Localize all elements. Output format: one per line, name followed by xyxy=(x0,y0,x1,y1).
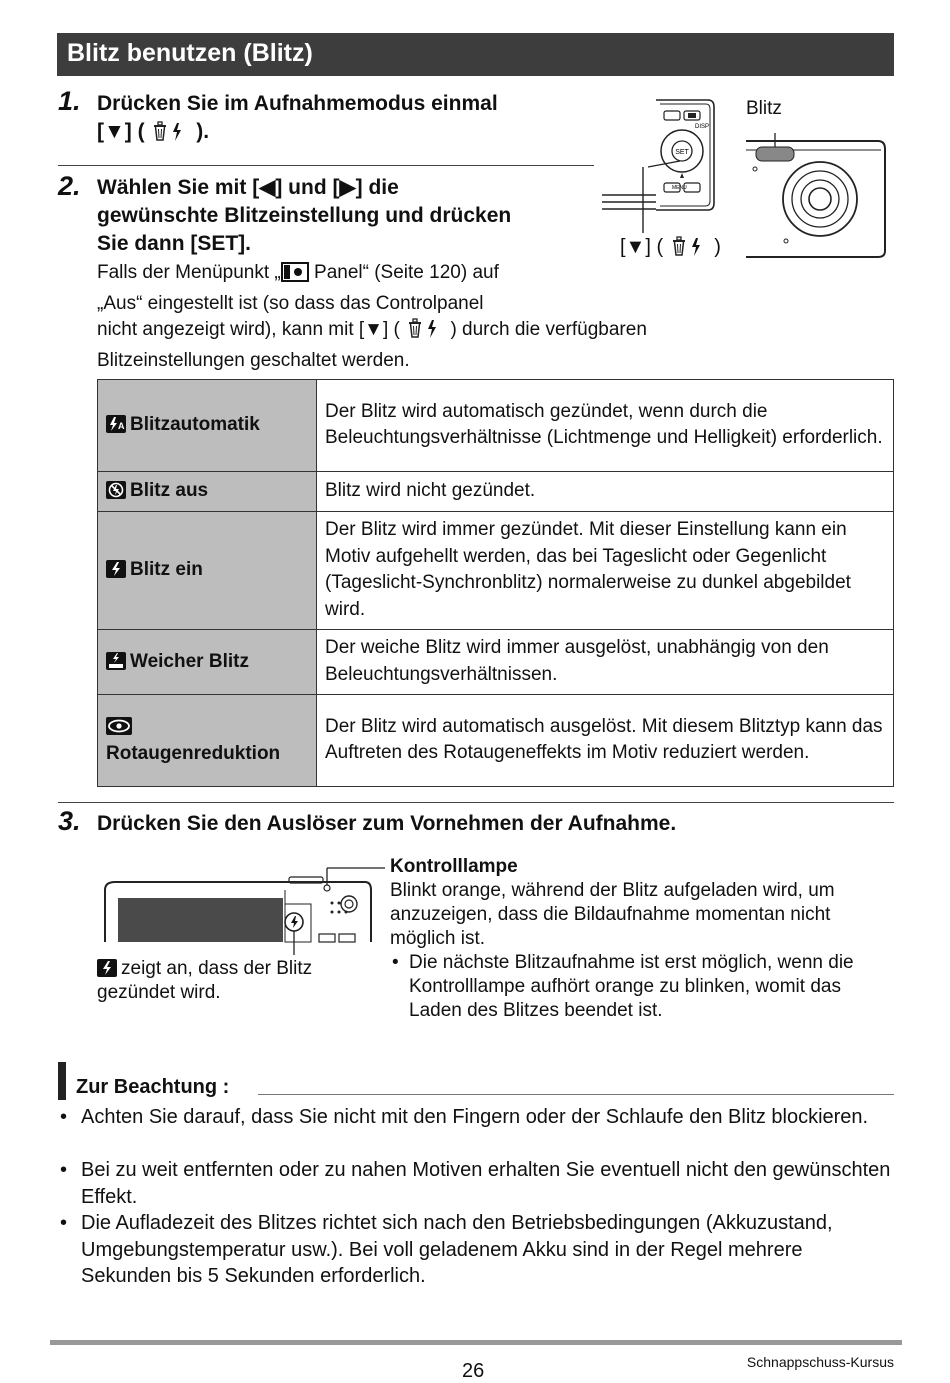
disp-label: DISP xyxy=(695,124,710,130)
trash-flash-icon xyxy=(669,235,709,263)
mode-label: Rotaugenreduktion xyxy=(106,742,281,764)
down-button-closing: ) xyxy=(714,236,721,258)
table-row xyxy=(98,472,894,512)
footer-rule xyxy=(50,1340,902,1345)
step-3-number: 3. xyxy=(58,806,81,836)
set-button-label: SET xyxy=(675,149,689,156)
status-lamp-bullet xyxy=(390,951,890,1023)
body-text-part: Panel“ (Seite 120) auf xyxy=(308,262,499,283)
mode-label: Blitz aus xyxy=(130,480,209,502)
section-title: Blitz benutzen (Blitz) xyxy=(67,39,313,67)
flash-on-icon xyxy=(97,959,117,977)
note-title: Zur Beachtung : xyxy=(76,1076,230,1098)
footer-section-name: Schnappschuss-Kursus xyxy=(746,1354,894,1370)
table-row xyxy=(98,630,894,695)
caption-text: zeigt an, dass der Blitz xyxy=(121,958,313,979)
body-text-part: nicht angezeigt wird), kann mit [▼] ( xyxy=(97,319,400,340)
bullet: • xyxy=(60,1106,68,1128)
mode-label-cell xyxy=(98,630,317,695)
step-2-body-line-4: Blitzeinstellungen geschaltet werden. xyxy=(97,349,410,371)
step-2-body-line-1 xyxy=(97,260,747,291)
step-divider-2 xyxy=(58,802,894,803)
mode-label: Blitz ein xyxy=(130,559,203,581)
step-1-closing: ). xyxy=(196,120,210,143)
blitz-callout-label: Blitz xyxy=(746,98,782,119)
flash-mode-table xyxy=(97,379,894,787)
soft-flash-icon xyxy=(106,652,126,670)
bullet: • xyxy=(392,952,399,973)
status-lamp-text: Blinkt orange, während der Blitz aufgeladen wird, um anzuzeigen, dass die Bildaufnahme momentan nicht möglich ist. xyxy=(390,880,835,949)
step-2-line-1: Wählen Sie mit [◀] und [▶] die xyxy=(97,176,399,199)
note-item-text: Bei zu weit entfernten oder zu nahen Motiven erhalten Sie eventuell nicht den gewünschten Effekt. xyxy=(81,1159,891,1208)
down-button-callout xyxy=(620,235,721,263)
panel-icon xyxy=(281,262,309,291)
trash-flash-icon xyxy=(405,317,445,348)
bullet: • xyxy=(60,1212,68,1234)
camera-back-panel xyxy=(602,100,714,233)
flash-auto-icon xyxy=(106,415,126,433)
mode-label-cell xyxy=(98,695,317,787)
mode-description: Der Blitz wird automatisch gezündet, wenn durch die Beleuchtungsverhältnisse (Lichtmenge und Helligkeit) erforderlich. xyxy=(317,380,894,472)
note-item xyxy=(60,1104,890,1157)
step-1-number: 1. xyxy=(58,86,81,116)
note-item xyxy=(60,1157,890,1210)
status-lamp-title: Kontrolllampe xyxy=(390,856,518,877)
table-row xyxy=(98,695,894,787)
step-divider-1 xyxy=(58,165,594,166)
mode-label: Weicher Blitz xyxy=(130,650,249,672)
mode-label: Blitzautomatik xyxy=(130,414,260,436)
camera-display-figure xyxy=(95,860,385,955)
red-eye-icon xyxy=(106,717,132,735)
section-title-bar xyxy=(57,33,894,76)
step-2-text xyxy=(97,174,597,258)
step-1-text xyxy=(97,90,597,150)
step-1-line-2 xyxy=(97,118,597,150)
mode-description: Der Blitz wird immer gezündet. Mit dieser Einstellung kann ein Motiv aufgehellt werden, das bei Tageslicht oder Gegenlicht (Tageslicht-Synchronblitz) normalerweise zu dunkel abgebildet wird. xyxy=(317,512,894,630)
svg-text:A: A xyxy=(118,421,125,432)
table-row xyxy=(98,512,894,630)
mode-description: Der Blitz wird automatisch ausgelöst. Mit diesem Blitztyp kann das Auftreten des Rotaugeneffekts im Motiv reduziert werden. xyxy=(317,695,894,787)
body-text-part: Falls der Menüpunkt „ xyxy=(97,262,281,283)
trash-flash-icon xyxy=(150,120,190,150)
flash-on-icon xyxy=(106,560,126,578)
bullet: • xyxy=(60,1159,68,1181)
camera-display-illustration xyxy=(95,860,385,955)
step-2-body-line-3 xyxy=(97,317,747,348)
step-2-number: 2. xyxy=(58,171,81,201)
step-3-text: Drücken Sie den Auslöser zum Vornehmen der Aufnahme. xyxy=(97,812,677,835)
body-text-part: ) durch die verfügbaren xyxy=(450,319,647,340)
camera-front xyxy=(746,133,885,257)
mode-label-cell xyxy=(98,380,317,472)
flash-indicator-caption xyxy=(97,957,377,1005)
menu-label: MENU xyxy=(672,185,687,191)
mode-label-cell xyxy=(98,512,317,630)
step-2-body xyxy=(97,260,747,374)
mode-label-cell xyxy=(98,472,317,512)
bullet-text: Die nächste Blitzaufnahme ist erst möglich, wenn die Kontrolllampe aufhört orange zu blinken, womit das Laden des Blitzes beendet ist. xyxy=(409,952,854,1021)
note-item-text: Die Aufladezeit des Blitzes richtet sich nach den Betriebsbedingungen (Akkuzustand, Umgebungstemperatur usw.). Bei voll geladenem Akku sind in der Regel mehrere Sekunden bis 5 Sekunden erforderlich. xyxy=(81,1212,833,1287)
step-1-line-1: Drücken Sie im Aufnahmemodus einmal xyxy=(97,92,498,115)
flash-off-icon xyxy=(106,481,126,499)
caption-text: gezündet wird. xyxy=(97,982,221,1003)
page-number: 26 xyxy=(462,1360,485,1382)
note-rule xyxy=(258,1094,894,1095)
step-2-body-line-2: „Aus“ eingestellt ist (so dass das Controlpanel xyxy=(97,292,484,314)
table-row xyxy=(98,380,894,472)
note-marker xyxy=(58,1062,66,1100)
camera-figure xyxy=(598,95,893,265)
mode-description: Der weiche Blitz wird immer ausgelöst, unabhängig von den Beleuchtungsverhältnissen. xyxy=(317,630,894,695)
status-lamp-description xyxy=(390,855,890,1023)
note-item-text: Achten Sie darauf, dass Sie nicht mit den Fingern oder der Schlaufe den Blitz blockieren. xyxy=(81,1106,869,1128)
note-item xyxy=(60,1210,890,1290)
mode-description: Blitz wird nicht gezündet. xyxy=(317,472,894,512)
step-2-line-2: gewünschte Blitzeinstellung und drücken xyxy=(97,204,512,227)
step-1-button-ref: [▼] ( xyxy=(97,120,145,143)
down-button-ref: [▼] ( xyxy=(620,236,664,258)
step-2-line-3: Sie dann [SET]. xyxy=(97,232,252,255)
